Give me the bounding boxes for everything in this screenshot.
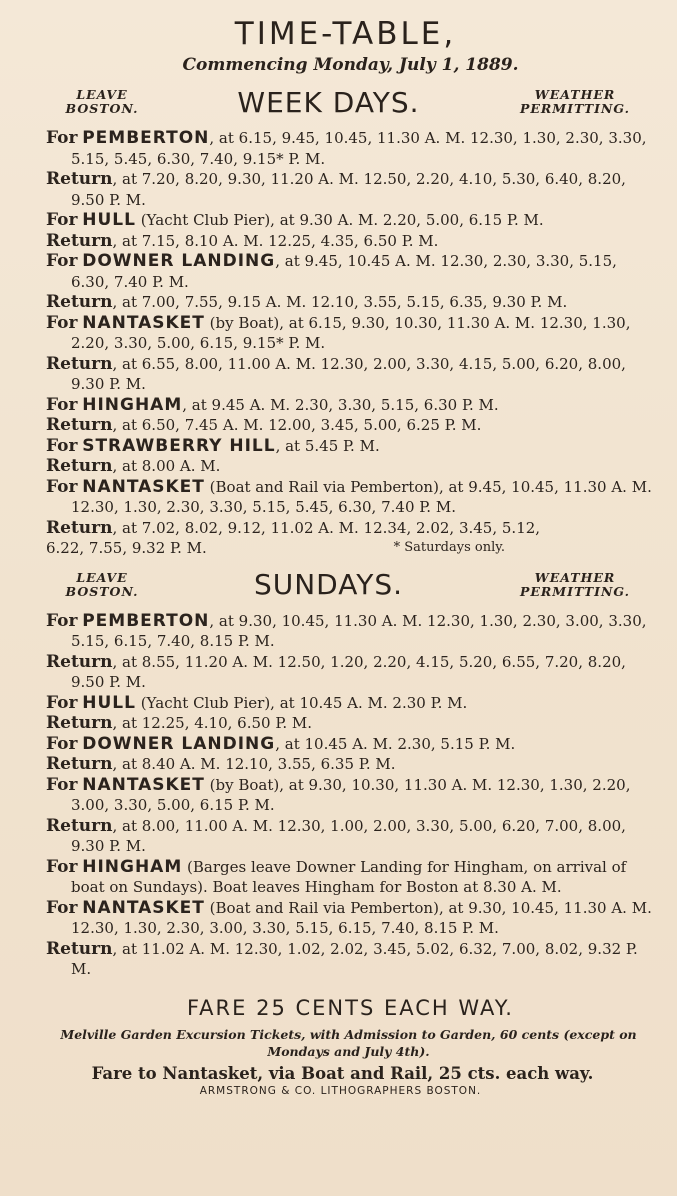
- entry-lead: Return: [46, 517, 113, 538]
- entry-times: , at 8.55, 11.20 A. M. 12.50, 1.20, 2.20, 4.15, 5.20, 6.55, 7.20, 8.20, 9.50 P. M.: [71, 652, 626, 691]
- weekdays-title: WEEK DAYS.: [237, 85, 420, 119]
- weekdays-weather-label: WEATHER PERMITTING.: [519, 87, 630, 116]
- return-entry: [46, 713, 655, 734]
- entry-destination: HULL: [82, 692, 136, 713]
- entry-times: , at 10.45 A. M. 2.30, 5.15 P. M.: [275, 734, 516, 753]
- entry-lead: For: [46, 774, 78, 795]
- sundays-title: SUNDAYS.: [253, 568, 404, 601]
- entry-lead: For: [46, 692, 78, 713]
- destination-entry: [46, 775, 655, 816]
- entry-times: , at 9.30, 10.45, 11.30 A. M. 12.30, 1.30, 2.30, 3.00, 3.30, 5.15, 6.15, 7.40, 8.15 P. M.: [71, 611, 647, 650]
- entry-times: (Boat and Rail via Pemberton), at 9.30, 10.45, 11.30 A. M. 12.30, 1.30, 2.30, 3.00, 3.30, 5.15, 6.15, 7.40, 8.15 P. M.: [71, 898, 652, 937]
- entry-lead: Return: [46, 292, 113, 312]
- saturdays-footnote: * Saturdays only.: [393, 540, 505, 555]
- entry-times: , at 6.50, 7.45 A. M. 12.00, 3.45, 5.00, 6.25 P. M.: [112, 416, 482, 434]
- destination-entry: [46, 734, 655, 755]
- weekdays-schedule: [46, 128, 655, 518]
- printer-credit: ARMSTRONG & CO. LITHOGRAPHERS BOSTON.: [199, 1084, 482, 1097]
- entry-lead: Return: [46, 353, 113, 374]
- entry-times: , at 12.25, 4.10, 6.50 P. M.: [112, 714, 313, 732]
- entry-lead: Return: [46, 754, 113, 774]
- destination-entry: [46, 898, 655, 939]
- entry-destination: NANTASKET: [82, 312, 205, 333]
- entry-destination: NANTASKET: [82, 476, 205, 497]
- entry-times: , at 11.02 A. M. 12.30, 1.02, 2.02, 3.45, 5.02, 6.32, 7.00, 8.02, 9.32 P. M.: [71, 939, 638, 978]
- destination-entry: [46, 611, 655, 652]
- entry-lead: For: [46, 312, 78, 333]
- page-title: TIME-TABLE,: [234, 16, 457, 52]
- entry-times: , at 5.45 P. M.: [275, 436, 380, 455]
- destination-entry: [46, 210, 655, 231]
- return-entry: [46, 354, 655, 395]
- entry-destination: HINGHAM: [82, 394, 183, 415]
- destination-entry: [46, 251, 655, 292]
- entry-times: , at 7.15, 8.10 A. M. 12.25, 4.35, 6.50 P. M.: [112, 231, 439, 250]
- entry-times: (Yacht Club Pier), at 9.30 A. M. 2.20, 5.00, 6.15 P. M.: [135, 211, 544, 229]
- return-entry: [46, 754, 655, 775]
- sundays-header: [42, 565, 655, 605]
- entry-lead: For: [46, 897, 78, 918]
- sundays-schedule: [46, 611, 655, 980]
- entry-times-continued: 6.22, 7.55, 9.32 P. M.: [46, 539, 207, 557]
- entry-lead: For: [46, 733, 78, 754]
- return-entry: [46, 415, 655, 436]
- entry-times: (Yacht Club Pier), at 10.45 A. M. 2.30 P. M.: [135, 693, 468, 712]
- return-entry: [46, 231, 655, 252]
- sundays-weather-label: WEATHER PERMITTING.: [519, 569, 630, 599]
- entry-lead: For: [46, 476, 78, 497]
- destination-entry: [46, 395, 655, 416]
- entry-times: (by Boat), at 9.30, 10.30, 11.30 A. M. 12.30, 1.30, 2.20, 3.00, 3.30, 5.00, 6.15 P. M.: [71, 775, 631, 814]
- return-entry: [46, 292, 655, 313]
- fare-notice: FARE 25 CENTS EACH WAY.: [187, 995, 514, 1020]
- entry-destination: DOWNER LANDING: [82, 733, 276, 754]
- entry-times: , at 7.02, 8.02, 9.12, 11.02 A. M. 12.34, 2.02, 3.45, 5.12,: [112, 518, 541, 537]
- entry-times: , at 7.00, 7.55, 9.15 A. M. 12.10, 3.55, 5.15, 6.35, 9.30 P. M.: [112, 293, 568, 311]
- destination-entry: [46, 128, 655, 169]
- entry-lead: Return: [46, 456, 113, 476]
- entry-destination: HINGHAM: [82, 856, 183, 877]
- entry-lead: For: [46, 394, 78, 415]
- return-entry: [46, 456, 655, 477]
- entry-times: , at 6.15, 9.45, 10.45, 11.30 A. M. 12.30, 1.30, 2.30, 3.30, 5.15, 5.45, 6.30, 7.40, 9.15* P. M.: [71, 129, 647, 168]
- entry-times: (Barges leave Downer Landing for Hingham, on arrival of boat on Sundays). Boat leaves Hingham for Boston at 8.30 A. M.: [71, 857, 627, 896]
- entry-lead: Return: [46, 230, 113, 251]
- entry-times: , at 8.00, 11.00 A. M. 12.30, 1.00, 2.00, 3.30, 5.00, 6.20, 7.00, 8.00, 9.30 P. M.: [71, 816, 626, 855]
- entry-lead: Return: [46, 815, 113, 836]
- weekdays-header: [42, 82, 655, 122]
- entry-lead: For: [46, 856, 78, 877]
- entry-times: , at 9.45, 10.45 A. M. 12.30, 2.30, 3.30, 5.15, 6.30, 7.40 P. M.: [71, 252, 617, 291]
- entry-times: , at 9.45 A. M. 2.30, 3.30, 5.15, 6.30 P. M.: [182, 395, 499, 414]
- sundays-leave-label: LEAVE BOSTON.: [65, 569, 139, 599]
- last-return-line: [46, 538, 655, 559]
- entry-destination: NANTASKET: [82, 897, 205, 918]
- destination-entry: [46, 477, 655, 518]
- return-entry: [46, 169, 655, 210]
- entry-destination: HULL: [82, 210, 136, 230]
- entry-lead: For: [46, 128, 78, 148]
- entry-times: , at 7.20, 8.20, 9.30, 11.20 A. M. 12.50, 2.20, 4.10, 5.30, 6.40, 8.20, 9.50 P. M.: [71, 170, 626, 209]
- entry-lead: Return: [46, 713, 113, 733]
- entry-destination: STRAWBERRY HILL: [82, 435, 276, 456]
- entry-lead: For: [46, 210, 78, 230]
- destination-entry: [46, 313, 655, 354]
- entry-times: , at 6.55, 8.00, 11.00 A. M. 12.30, 2.00, 3.30, 4.15, 5.00, 6.20, 8.00, 9.30 P. M.: [71, 354, 626, 393]
- destination-entry: [46, 693, 655, 714]
- weekdays-leave-label: LEAVE BOSTON.: [65, 87, 139, 116]
- return-entry: [46, 652, 655, 693]
- entry-lead: For: [46, 435, 78, 456]
- melville-garden-notice: Melville Garden Excursion Tickets, with Admission to Garden, 60 cents (except on Mondays and July 4th).: [60, 1026, 637, 1059]
- page-subtitle: Commencing Monday, July 1, 1889.: [182, 55, 519, 75]
- entry-times: , at 8.00 A. M.: [112, 457, 221, 475]
- entry-times: (by Boat), at 6.15, 9.30, 10.30, 11.30 A. M. 12.30, 1.30, 2.20, 3.30, 5.00, 6.15, 9.15* P. M.: [71, 313, 631, 352]
- entry-destination: DOWNER LANDING: [82, 251, 276, 271]
- entry-destination: NANTASKET: [82, 774, 205, 795]
- entry-times: (Boat and Rail via Pemberton), at 9.45, 10.45, 11.30 A. M. 12.30, 1.30, 2.30, 3.30, 5.15, 5.45, 6.30, 7.40 P. M.: [71, 477, 652, 516]
- return-entry: [46, 816, 655, 857]
- entry-lead: For: [46, 610, 78, 631]
- entry-lead: Return: [46, 169, 113, 189]
- entry-lead: Return: [46, 938, 113, 959]
- destination-entry: [46, 436, 655, 457]
- entry-lead: Return: [46, 415, 113, 435]
- return-entry: [46, 939, 655, 980]
- entry-destination: PEMBERTON: [82, 610, 210, 631]
- weekdays-last-return: [46, 518, 655, 559]
- entry-lead: Return: [46, 651, 113, 672]
- destination-entry: [46, 857, 655, 898]
- nantasket-fare-notice: Fare to Nantasket, via Boat and Rail, 25 cts. each way.: [91, 1063, 594, 1083]
- entry-times: , at 8.40 A. M. 12.10, 3.55, 6.35 P. M.: [112, 755, 396, 773]
- entry-lead: For: [46, 251, 78, 271]
- entry-destination: PEMBERTON: [82, 128, 210, 148]
